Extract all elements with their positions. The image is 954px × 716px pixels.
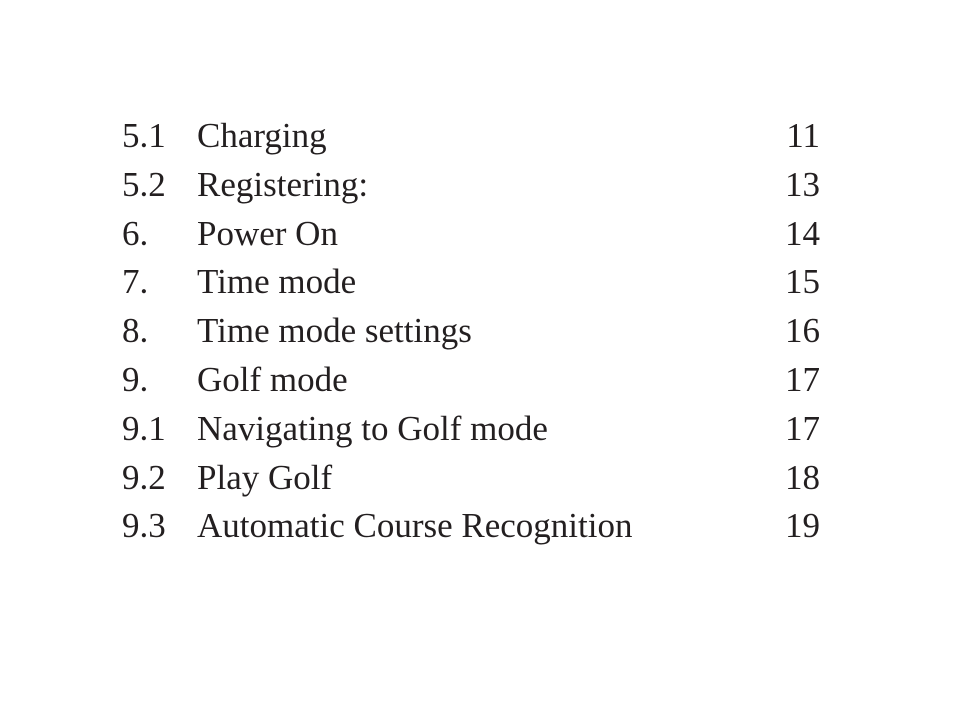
toc-entry-title[interactable]: Play Golf xyxy=(197,457,333,497)
toc-entry-title[interactable]: Registering: xyxy=(197,164,369,204)
toc-entry-page[interactable]: 14 xyxy=(785,213,820,253)
toc-entry-page[interactable]: 11 xyxy=(786,116,820,155)
toc-entry[interactable] xyxy=(122,502,822,551)
toc-entry-number: 9.1 xyxy=(122,408,166,448)
toc-entry-number: 7. xyxy=(122,262,149,302)
toc-entry-title[interactable]: Power On xyxy=(197,213,338,253)
toc-entry-page[interactable]: 16 xyxy=(785,311,820,351)
toc-entry[interactable] xyxy=(122,356,822,405)
toc-entry-page[interactable]: 13 xyxy=(785,164,820,204)
toc-entry-page[interactable]: 17 xyxy=(785,359,820,399)
toc-entry[interactable] xyxy=(122,307,822,356)
toc-entry-title[interactable]: Automatic Course Recognition xyxy=(197,506,633,546)
toc-entry[interactable] xyxy=(122,161,822,210)
toc-entry-page[interactable]: 15 xyxy=(785,262,820,302)
toc-entry-number: 9.2 xyxy=(122,457,166,497)
toc-entry[interactable] xyxy=(122,210,822,259)
table-of-contents xyxy=(122,112,822,551)
toc-entry-page[interactable]: 18 xyxy=(785,457,820,497)
toc-entry-title[interactable]: Golf mode xyxy=(197,359,348,399)
toc-entry-title[interactable]: Time mode settings xyxy=(197,311,472,351)
toc-entry[interactable] xyxy=(122,405,822,454)
toc-entry-number: 5.2 xyxy=(122,164,166,204)
toc-entry-number: 6. xyxy=(122,213,149,253)
toc-entry[interactable] xyxy=(122,112,822,161)
toc-entry-page[interactable]: 19 xyxy=(785,506,820,546)
toc-entry-number: 8. xyxy=(122,311,149,351)
toc-entry-number: 9. xyxy=(122,359,149,399)
toc-entry-title[interactable]: Charging xyxy=(197,116,327,155)
toc-entry[interactable] xyxy=(122,258,822,307)
toc-entry-title[interactable]: Navigating to Golf mode xyxy=(197,408,548,448)
toc-entry-number: 9.3 xyxy=(122,506,166,546)
toc-entry-page[interactable]: 17 xyxy=(785,408,820,448)
toc-entry[interactable] xyxy=(122,454,822,503)
toc-entry-title[interactable]: Time mode xyxy=(197,262,357,302)
toc-entry-number: 5.1 xyxy=(122,116,166,155)
